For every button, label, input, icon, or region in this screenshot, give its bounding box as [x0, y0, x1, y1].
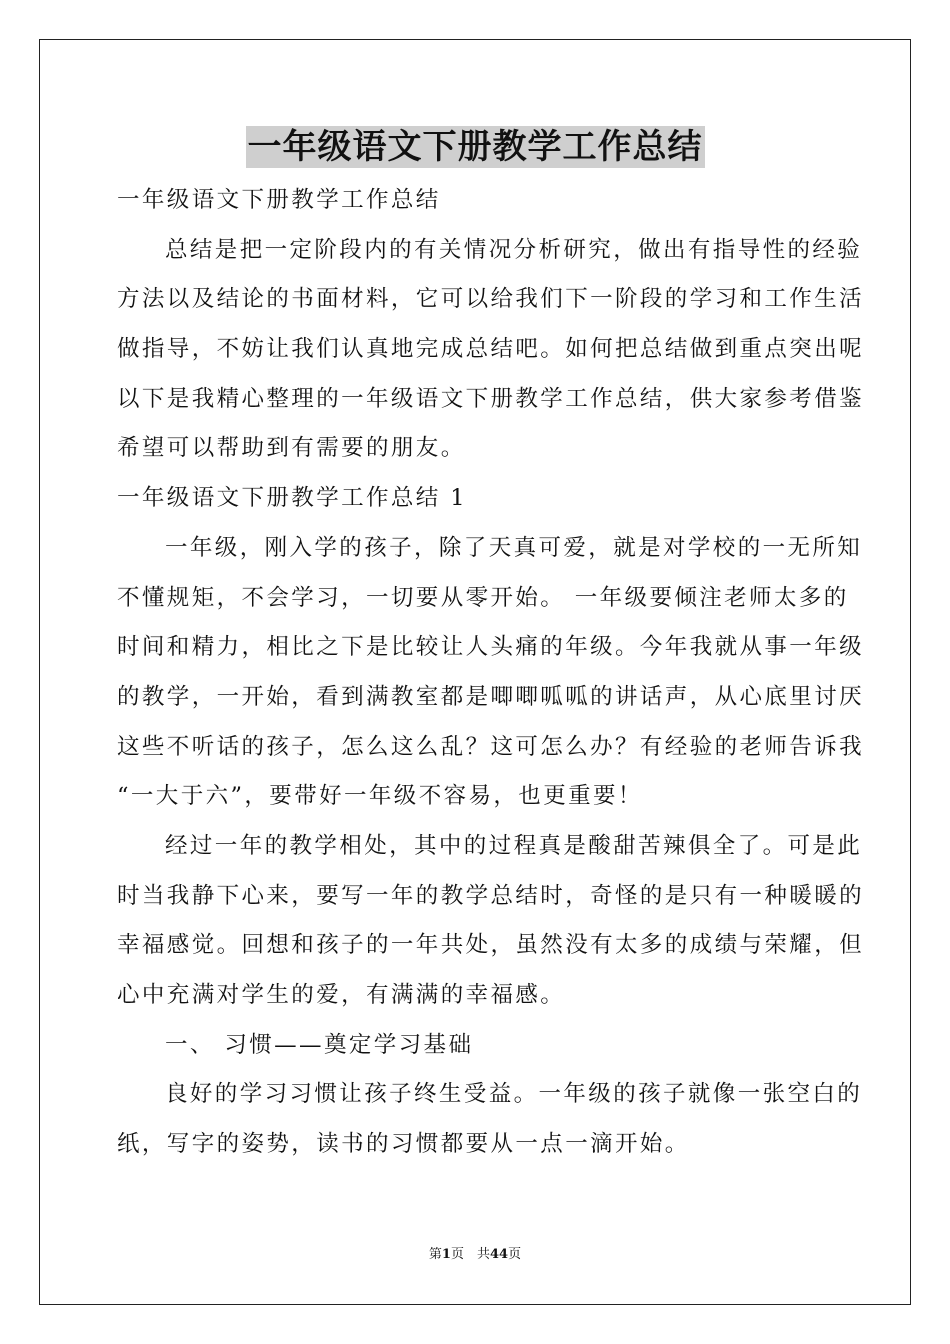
text-line: 总结是把一定阶段内的有关情况分析研究，做出有指导性的经验: [165, 236, 863, 263]
text-line: 幸福感觉。回想和孩子的一年共处，虽然没有太多的成绩与荣耀，但: [117, 932, 865, 959]
footer-total-pages: 44: [489, 1247, 509, 1262]
text-line: 一、 习惯——奠定学习基础: [165, 1031, 474, 1058]
document-body: [117, 176, 865, 1170]
text-line: 方法以及结论的书面材料，它可以给我们下一阶段的学习和工作生活: [117, 286, 865, 313]
text-line: 时当我静下心来，要写一年的教学总结时，奇怪的是只有一种暖暖的: [117, 882, 865, 909]
document-title: 一年级语文下册教学工作总结: [247, 127, 703, 167]
footer-page-prefix: 第: [428, 1247, 442, 1262]
text-line: 的教学，一开始，看到满教室都是唧唧呱呱的讲话声，从心底里讨厌: [117, 683, 865, 710]
text-line: 时间和精力，相比之下是比较让人头痛的年级。今年我就从事一年级: [117, 634, 865, 661]
text-line: 心中充满对学生的爱，有满满的幸福感。: [117, 982, 566, 1008]
text-line: 不懂规矩，不会学习，一切要从零开始。 一年级要倾注老师太多的: [117, 584, 849, 611]
text-line: 希望可以帮助到有需要的朋友。: [117, 435, 466, 462]
text-line: 经过一年的教学相处，其中的过程真是酸甜苦辣俱全了。可是此: [165, 832, 863, 859]
text-line: 一年级语文下册教学工作总结 1: [117, 485, 467, 512]
title-area: [0, 126, 950, 168]
text-line: 这些不听话的孩子，怎么这么乱？这可怎么办？有经验的老师告诉我: [117, 733, 865, 760]
text-line: 一年级，刚入学的孩子，除了天真可爱，就是对学校的一无所知: [165, 534, 863, 561]
text-line: 以下是我精心整理的一年级语文下册教学工作总结，供大家参考借鉴: [117, 385, 865, 412]
page-footer: [0, 1246, 950, 1264]
footer-page-suffix: 页: [508, 1247, 522, 1262]
text-line: 做指导，不妨让我们认真地完成总结吧。如何把总结做到重点突出呢: [117, 336, 865, 363]
text-line: 纸，写字的姿势，读书的习惯都要从一点一滴开始。: [117, 1131, 690, 1158]
footer-page-mid: 页 共: [450, 1247, 490, 1262]
text-line: “一大于六”，要带好一年级不容易，也更重要！: [117, 783, 643, 810]
footer-page-number: 1: [441, 1247, 451, 1262]
text-line: 良好的学习习惯让孩子终生受益。一年级的孩子就像一张空白的: [165, 1081, 863, 1108]
text-line: 一年级语文下册教学工作总结: [117, 187, 441, 213]
